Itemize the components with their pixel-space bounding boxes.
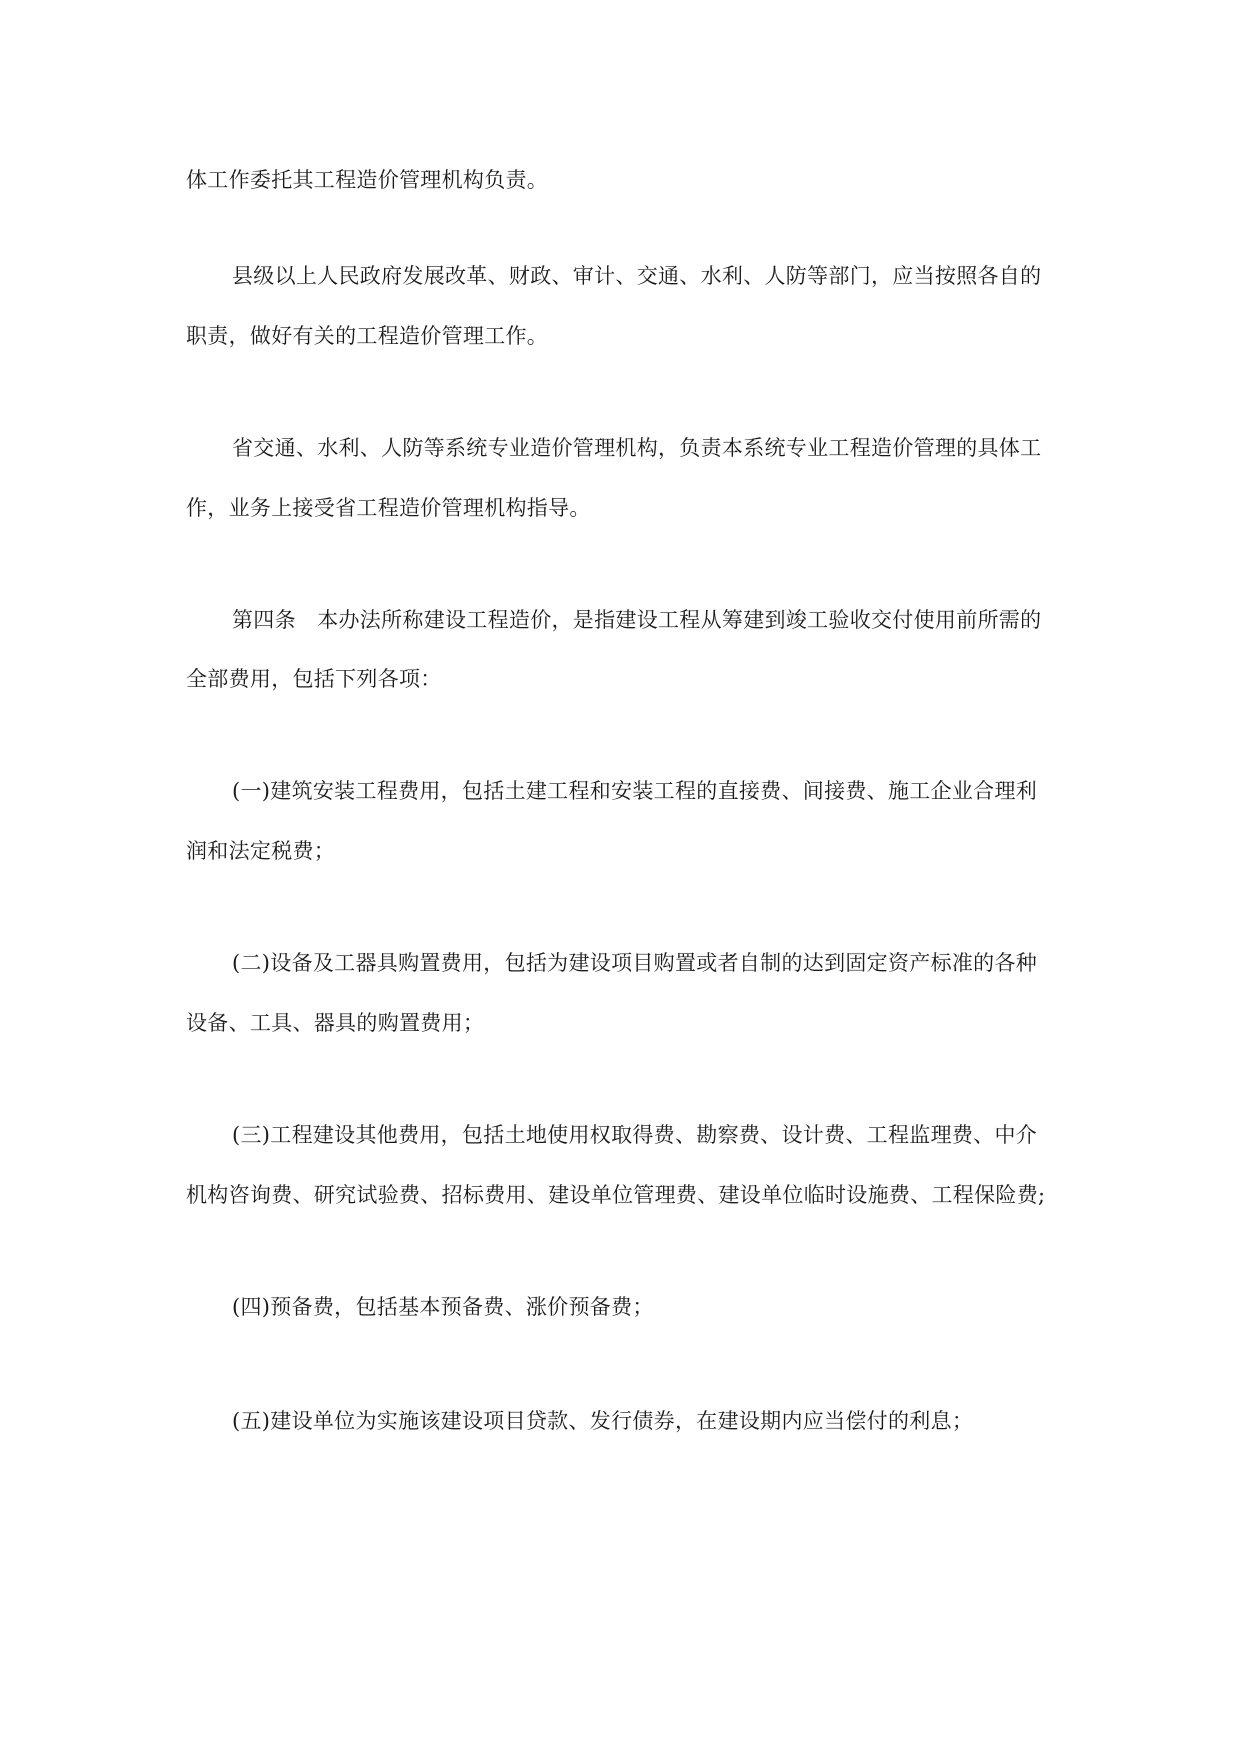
paragraph-3-line-1: 省交通、水利、人防等系统专业造价管理机构，负责本系统专业工程造价管理的具体工 [232,436,1042,460]
paragraph-6-line-2: 设备、工具、器具的购置费用； [186,1011,485,1035]
paragraph-4-line-2: 全部费用，包括下列各项： [186,667,442,691]
paragraph-7-line-2: 机构咨询费、研究试验费、招标费用、建设单位管理费、建设单位临时设施费、工程保险费; [186,1183,1046,1207]
paragraph-2-line-1: 县级以上人民政府发展改革、财政、审计、交通、水利、人防等部门，应当按照各自的 [232,264,1042,288]
paragraph-3-line-2: 作，业务上接受省工程造价管理机构指导。 [186,496,591,520]
paragraph-6-line-1: (二)设备及工器具购置费用，包括为建设项目购置或者自制的达到固定资产标准的各种 [232,951,1038,975]
paragraph-5-line-1: (一)建筑安装工程费用，包括土建工程和安装工程的直接费、间接费、施工企业合理利 [232,779,1038,803]
paragraph-8-line-1: (四)预备费，包括基本预备费、涨价预备费； [232,1295,654,1319]
paragraph-7-line-1: (三)工程建设其他费用，包括土地使用权取得费、勘察费、设计费、工程监理费、中介 [232,1123,1038,1147]
paragraph-5-line-2: 润和法定税费； [186,839,336,863]
paragraph-1-line-1: 体工作委托其工程造价管理机构负责。 [186,168,549,192]
paragraph-9-line-1: (五)建设单位为实施该建设项目贷款、发行债券，在建设期内应当偿付的利息； [232,1409,974,1433]
paragraph-2-line-2: 职责，做好有关的工程造价管理工作。 [186,324,549,348]
paragraph-4-line-1: 第四条 本办法所称建设工程造价，是指建设工程从筹建到竣工验收交付使用前所需的 [232,608,1042,632]
